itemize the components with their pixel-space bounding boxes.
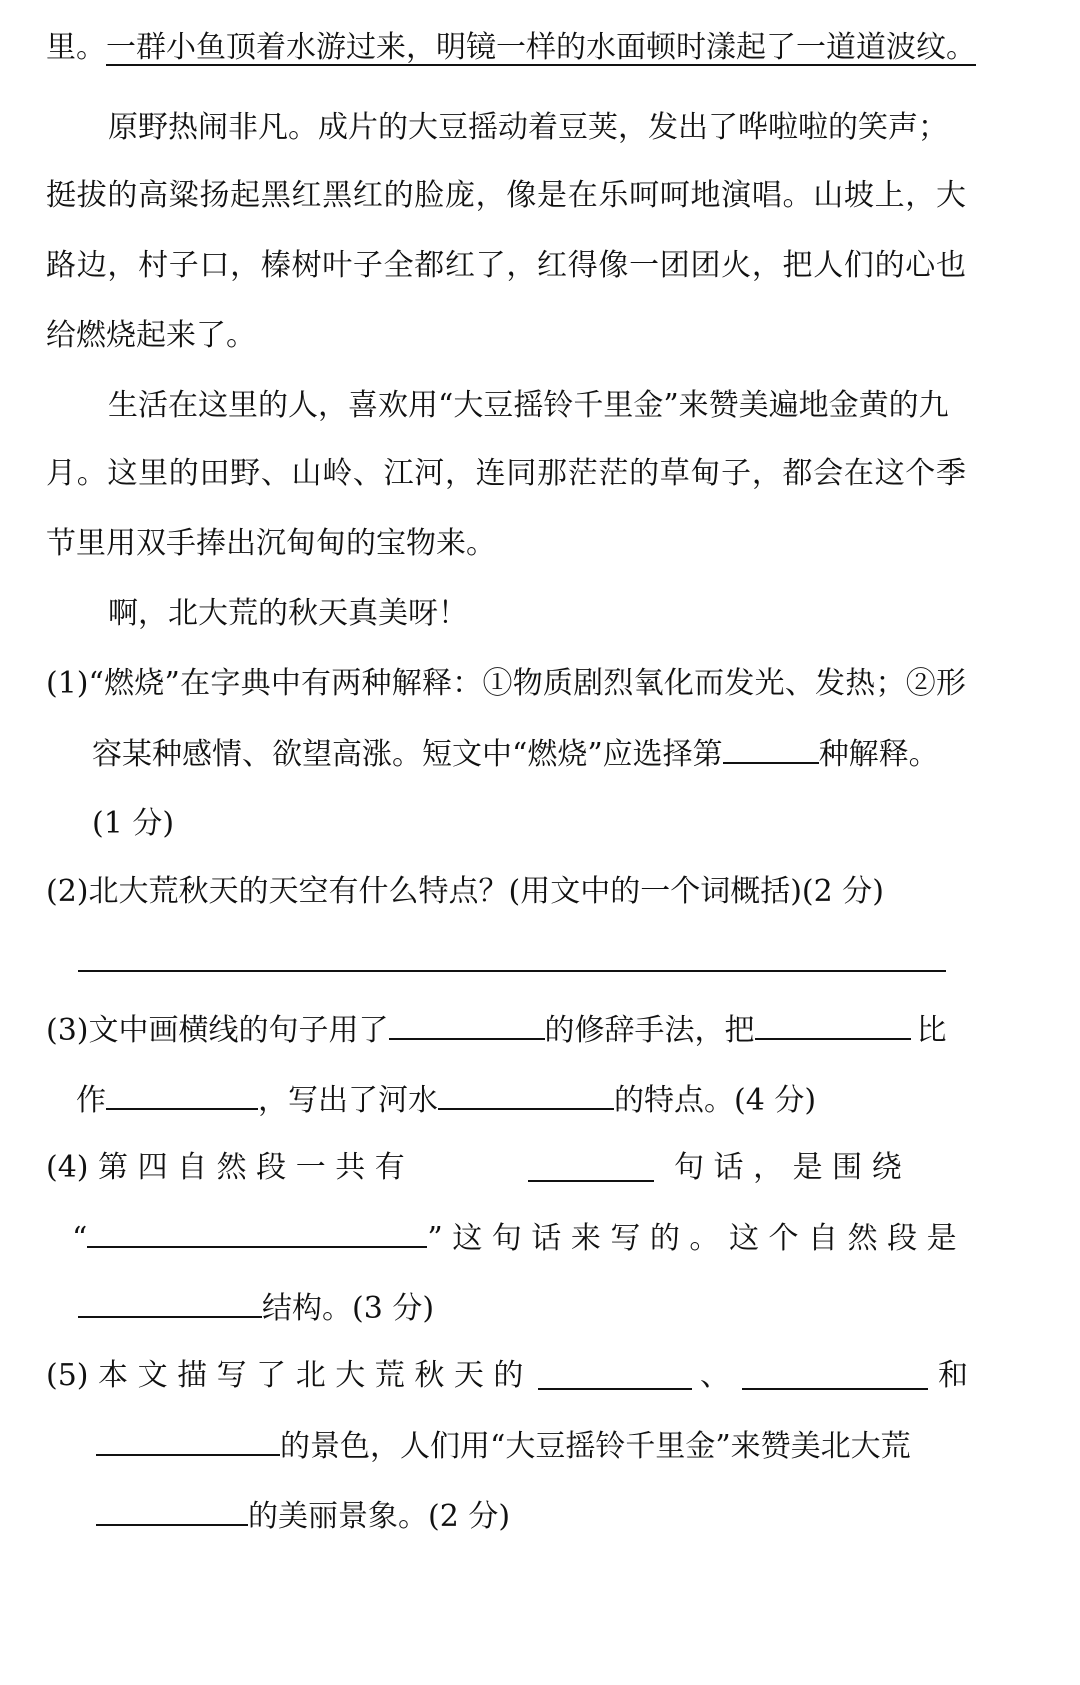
question-3-text-b: 的修辞手法，把 xyxy=(544,1013,755,1048)
paragraph-3-line-1: 生活在这里的人，喜欢用“大豆摇铃千里金”来赞美遍地金黄的九 xyxy=(108,388,949,423)
answer-blank-4c[interactable] xyxy=(78,1288,262,1318)
question-4-text-d: 结构。(3 分) xyxy=(262,1291,435,1326)
paragraph-4-line-1: 啊，北大荒的秋天真美呀！ xyxy=(108,596,468,631)
question-4-line-3 xyxy=(78,1288,434,1329)
question-5-text-d: 的景色，人们用“大豆摇铃千里金”来赞美北大荒 xyxy=(280,1429,911,1464)
question-3-text-a: (3)文中画横线的句子用了 xyxy=(46,1013,389,1048)
question-5-text-e: 的美丽景象。(2 分) xyxy=(248,1499,511,1534)
question-1-text-a: 容某种感情、欲望高涨。短文中“燃烧”应选择第 xyxy=(92,737,723,772)
paragraph-3-line-3: 节里用双手捧出沉甸甸的宝物来。 xyxy=(46,526,496,561)
question-2-line-1: (2)北大荒秋天的天空有什么特点？(用文中的一个词概括)(2 分) xyxy=(46,874,884,909)
question-5-text-c: 和 xyxy=(938,1358,968,1393)
paragraph-2-line-1: 原野热闹非凡。成片的大豆摇动着豆荚，发出了哗啦啦的笑声； xyxy=(108,110,948,145)
underlined-sentence: 一群小鱼顶着水游过来，明镜一样的水面顿时漾起了一道道波纹。 xyxy=(106,30,976,65)
question-5-line-2 xyxy=(96,1426,911,1467)
paragraph-3-line-2: 月。这里的田野、山岭、江河，连同那茫茫的草甸子，都会在这个季 xyxy=(46,456,966,491)
question-3-line-1 xyxy=(46,1010,947,1051)
answer-blank-5c[interactable] xyxy=(96,1426,280,1456)
answer-blank-3d[interactable] xyxy=(438,1080,614,1110)
question-4-text-b: 句 话 ， 是 围 绕 xyxy=(674,1150,902,1185)
answer-blank-5d[interactable] xyxy=(96,1496,248,1526)
answer-blank-4b[interactable] xyxy=(87,1218,427,1248)
question-1-text-b: 种解释。 xyxy=(818,737,939,772)
question-3-line-2 xyxy=(76,1080,816,1121)
question-3-text-d: 作 xyxy=(76,1083,106,1118)
question-4-line-2 xyxy=(72,1218,957,1259)
question-3-text-c: 比 xyxy=(916,1013,947,1048)
answer-blank-3b[interactable] xyxy=(755,1010,911,1040)
question-5-text-b: 、 xyxy=(700,1358,730,1393)
question-4-line-1 xyxy=(46,1148,405,1188)
question-4-text-c: ” 这 句 话 来 写 的 。 这 个 自 然 段 是 xyxy=(427,1221,957,1256)
answer-blank-3a[interactable] xyxy=(389,1010,545,1040)
question-1-line-1: (1)“燃烧”在字典中有两种解释：①物质剧烈氧化而发光、发热；②形 xyxy=(46,666,966,701)
passage-line-1-start: 里。 xyxy=(46,30,106,65)
question-4-open-quote: “ xyxy=(72,1221,88,1256)
question-1-score: (1 分) xyxy=(92,806,175,841)
question-5-text-a: (5) 本 文 描 写 了 北 大 荒 秋 天 的 xyxy=(46,1358,524,1393)
question-1-line-2 xyxy=(92,734,939,775)
paragraph-2-line-3: 路边，村子口，榛树叶子全都红了，红得像一团团火，把人们的心也 xyxy=(46,248,966,283)
question-4-text-a: (4) 第 四 自 然 段 一 共 有 xyxy=(46,1150,405,1185)
paragraph-2-line-2: 挺拔的高粱扬起黑红黑红的脸庞，像是在乐呵呵地演唱。山坡上，大 xyxy=(46,178,966,213)
question-3-text-f: 的特点。(4 分) xyxy=(614,1083,817,1118)
answer-blank-5b[interactable] xyxy=(742,1360,928,1390)
passage-line-1 xyxy=(46,28,976,68)
answer-blank-1[interactable] xyxy=(723,734,819,764)
question-5-line-3 xyxy=(96,1496,510,1537)
answer-line-2[interactable] xyxy=(78,970,946,972)
paragraph-2-line-4: 给燃烧起来了。 xyxy=(46,318,256,353)
question-3-text-e: ，写出了河水 xyxy=(258,1083,438,1118)
answer-blank-5a[interactable] xyxy=(538,1360,692,1390)
answer-blank-3c[interactable] xyxy=(106,1080,258,1110)
answer-blank-4a[interactable] xyxy=(528,1152,654,1182)
question-5-line-1 xyxy=(46,1356,523,1396)
